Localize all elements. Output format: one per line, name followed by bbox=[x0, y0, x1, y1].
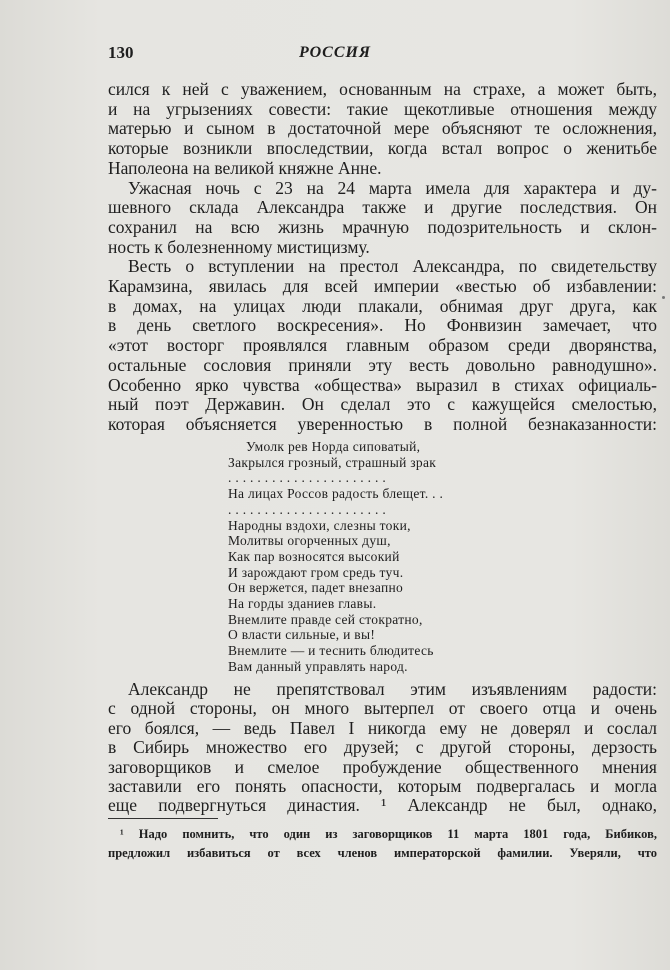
footnote-line: предложил избавиться от всех членов императорской фамилии. Уверяли, что bbox=[108, 846, 657, 860]
poem-line: . . . . . . . . . . . . . . . . . . . . . . bbox=[228, 470, 387, 486]
poem-line: Закрылся грозный, страшный зрак bbox=[228, 454, 437, 470]
text-line: остальные сословия приняли эту весть довольно равнодушно». bbox=[108, 354, 657, 375]
poem-line: Внемлите правде сей стократно, bbox=[228, 611, 423, 627]
text-line: которая объясняется уверенностью в полной безнаказанности: bbox=[108, 413, 657, 434]
text-line: которые возникли впоследствии, когда встал вопрос о женитьбе bbox=[108, 138, 657, 159]
poem-line: И зарождают гром средь туч. bbox=[228, 564, 404, 580]
text-line: Александр не препятствовал этим изъявлениям радости: bbox=[128, 679, 657, 699]
text-line: Наполеона на великой княжне Анне. bbox=[108, 157, 382, 178]
running-head: РОССИЯ bbox=[299, 44, 371, 61]
text-line: с одной стороны, он много вытерпел от своего отца и очень bbox=[108, 698, 657, 719]
poem-line: Народны вздохи, слезны токи, bbox=[228, 517, 411, 533]
page-number: 130 bbox=[108, 43, 134, 62]
text-line: «этот восторг проявлялся главным образом среди дворянства, bbox=[108, 335, 657, 356]
poem-line: О власти сильные, и вы! bbox=[228, 627, 376, 643]
text-line: матерью и сыном в достаточной мере объясняют те осложнения, bbox=[108, 118, 657, 139]
poem-line: На лицах Россов радость блещет. . . bbox=[228, 486, 444, 502]
text-line: сохранил на всю жизнь мрачную подозрительность и склон- bbox=[108, 216, 657, 237]
text-line: сился к ней с уважением, основанным на страхе, а может быть, bbox=[108, 79, 657, 99]
poem-line: На горды зданиев главы. bbox=[228, 596, 377, 611]
text-line: в домах, на улицах люди плакали, обнимая друг друга, как bbox=[108, 295, 657, 316]
poem-line: Умолк рев Норда сиповатый, bbox=[246, 439, 421, 454]
text-line: Особенно ярко чувства «общества» выразил в стихах официаль- bbox=[108, 374, 657, 395]
text-line: заставили его понять опасности, которым подвергалась и могла bbox=[108, 776, 657, 796]
poem-line: Молитвы огорченных душ, bbox=[228, 533, 391, 549]
footnote-line: ¹ Надо помнить, что один из заговорщиков 11 марта 1801 года, Бибиков, bbox=[120, 827, 657, 841]
text-line: его боялся, — ведь Павел I никогда ему не доверял и сослал bbox=[108, 717, 657, 738]
text-line: Ужасная ночь с 23 на 24 марта имела для характера и ду- bbox=[128, 177, 657, 198]
poem-line: Как пар возносятся высокий bbox=[228, 548, 400, 564]
text-line: ный поэт Державин. Он сделал это с кажущейся смелостью, bbox=[108, 394, 657, 415]
poem-line: Он вержется, падет внезапно bbox=[228, 580, 404, 596]
text-line: и на угрызениях совести: такие щекотливые отношения между bbox=[108, 98, 657, 119]
text-line: Карамзина, явилась для всей империи «вестью об избавлении: bbox=[108, 276, 657, 296]
poem-line: . . . . . . . . . . . . . . . . . . . . . . bbox=[228, 501, 387, 517]
footnote-divider bbox=[108, 818, 218, 819]
scan-speck bbox=[662, 296, 665, 299]
text-line: ность к болезненному мистицизму. bbox=[108, 236, 370, 257]
text-line: еще подвергнуться династия. ¹ Александр не был, однако, bbox=[108, 795, 657, 816]
text-line: Весть о вступлении на престол Александра, по свидетельству bbox=[128, 256, 657, 277]
poem-line: Вам данный управлять народ. bbox=[228, 658, 408, 674]
text-line: шевного склада Александра также и другие последствия. Он bbox=[108, 197, 657, 218]
poem-line: Внемлите — и теснить блюдитесь bbox=[228, 643, 434, 659]
text-line: заговорщиков и смелое пробуждение общественного мнения bbox=[108, 756, 657, 777]
text-line: в Сибирь множество его друзей; с другой стороны, дерзость bbox=[108, 737, 657, 758]
text-line: в день светлого воскресения». Но Фонвизин замечает, что bbox=[108, 315, 657, 336]
